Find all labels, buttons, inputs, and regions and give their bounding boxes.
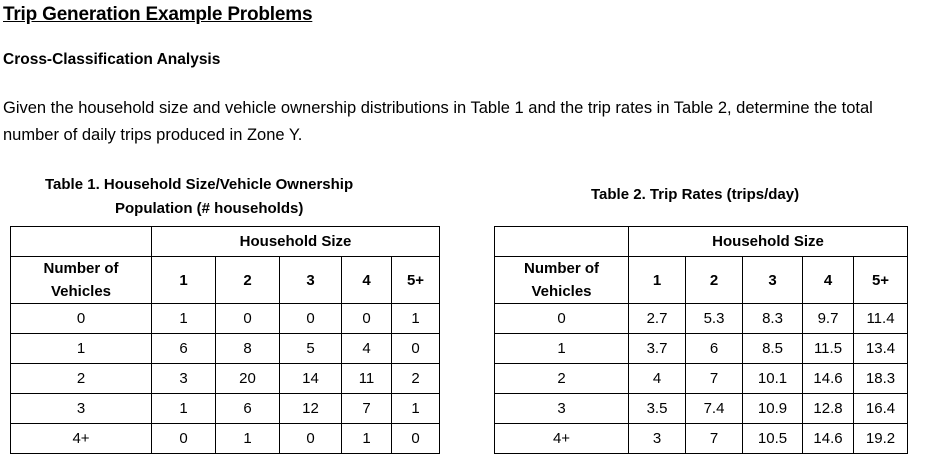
table-cell: 0 [392, 334, 440, 364]
table-cell: 7 [686, 364, 743, 394]
table-cell: 10.9 [743, 394, 803, 424]
table-cell: 3.7 [629, 334, 686, 364]
table-corner [495, 227, 629, 257]
table-cell: 19.2 [854, 424, 908, 454]
table2-caption: Table 2. Trip Rates (trips/day) [591, 186, 800, 203]
row-header-line1: Number of [524, 260, 599, 277]
row-header [11, 257, 152, 304]
page-title: Trip Generation Example Problems [3, 4, 313, 25]
table-cell: 10.1 [743, 364, 803, 394]
table-cell: 9.7 [803, 304, 854, 334]
table-cell: 14 [280, 364, 342, 394]
table-cell: 3 [629, 424, 686, 454]
table-cell: 16.4 [854, 394, 908, 424]
column-header: 5+ [854, 257, 908, 304]
table-cell: 4 [629, 364, 686, 394]
table-cell: 7 [686, 424, 743, 454]
table-cell: 14.6 [803, 424, 854, 454]
row-label: 4+ [495, 424, 629, 454]
table-cell: 13.4 [854, 334, 908, 364]
table-cell: 14.6 [803, 364, 854, 394]
table-row [495, 304, 908, 334]
table-cell: 1 [392, 304, 440, 334]
table-row [11, 334, 440, 364]
table-cell: 1 [152, 304, 216, 334]
table-row [11, 394, 440, 424]
table-cell: 1 [342, 424, 392, 454]
row-header [495, 257, 629, 304]
row-label: 2 [11, 364, 152, 394]
group-header: Household Size [629, 227, 908, 257]
table-cell: 0 [152, 424, 216, 454]
table1-caption [45, 173, 410, 221]
table-cell: 11.4 [854, 304, 908, 334]
table-cell: 18.3 [854, 364, 908, 394]
row-label: 2 [495, 364, 629, 394]
table-cell: 1 [216, 424, 280, 454]
column-header: 4 [342, 257, 392, 304]
row-label: 1 [11, 334, 152, 364]
column-header: 2 [216, 257, 280, 304]
table-cell: 0 [392, 424, 440, 454]
table-cell: 8.5 [743, 334, 803, 364]
section-subtitle: Cross-Classification Analysis [3, 51, 221, 68]
table-cell: 20 [216, 364, 280, 394]
group-header: Household Size [152, 227, 440, 257]
column-header: 1 [629, 257, 686, 304]
table-cell: 0 [280, 304, 342, 334]
row-header-line1: Number of [43, 260, 119, 277]
table-cell: 8 [216, 334, 280, 364]
column-header: 5+ [392, 257, 440, 304]
row-label: 3 [495, 394, 629, 424]
row-label: 1 [495, 334, 629, 364]
table-cell: 6 [152, 334, 216, 364]
problem-statement: Given the household size and vehicle ownership distributions in Table 1 and the trip rates in Table 2, determine the total number of daily trips produced in Zone Y. [3, 99, 873, 144]
table-row [11, 424, 440, 454]
table-cell: 2.7 [629, 304, 686, 334]
table-cell: 12.8 [803, 394, 854, 424]
table-cell: 5.3 [686, 304, 743, 334]
row-label: 0 [495, 304, 629, 334]
table-cell: 12 [280, 394, 342, 424]
table-cell: 3 [152, 364, 216, 394]
table-cell: 5 [280, 334, 342, 364]
table-cell: 3.5 [629, 394, 686, 424]
column-header: 2 [686, 257, 743, 304]
table-cell: 1 [392, 394, 440, 424]
row-label: 3 [11, 394, 152, 424]
table-cell: 1 [152, 394, 216, 424]
row-label: 0 [11, 304, 152, 334]
column-header: 4 [803, 257, 854, 304]
table-cell: 11.5 [803, 334, 854, 364]
table-cell: 6 [216, 394, 280, 424]
row-label: 4+ [11, 424, 152, 454]
table-corner [11, 227, 152, 257]
table-cell: 0 [342, 304, 392, 334]
table-cell: 4 [342, 334, 392, 364]
column-header: 1 [152, 257, 216, 304]
table-cell: 0 [280, 424, 342, 454]
trip-rates-table [494, 226, 908, 454]
table-row [11, 304, 440, 334]
table-cell: 8.3 [743, 304, 803, 334]
table-cell: 11 [342, 364, 392, 394]
table-cell: 0 [216, 304, 280, 334]
row-header-line2: Vehicles [531, 283, 592, 300]
table-row [495, 424, 908, 454]
household-population-table [10, 226, 440, 454]
table-row [495, 394, 908, 424]
table-cell: 7 [342, 394, 392, 424]
table-row [11, 364, 440, 394]
table1-caption-line2: Population (# households) [115, 200, 304, 217]
table-row [495, 334, 908, 364]
column-header: 3 [743, 257, 803, 304]
table-row [495, 364, 908, 394]
table-cell: 10.5 [743, 424, 803, 454]
row-header-line2: Vehicles [50, 283, 112, 300]
table-cell: 6 [686, 334, 743, 364]
column-header: 3 [280, 257, 342, 304]
table1-caption-line1: Table 1. Household Size/Vehicle Ownership [45, 176, 354, 193]
table-cell: 7.4 [686, 394, 743, 424]
table-cell: 2 [392, 364, 440, 394]
